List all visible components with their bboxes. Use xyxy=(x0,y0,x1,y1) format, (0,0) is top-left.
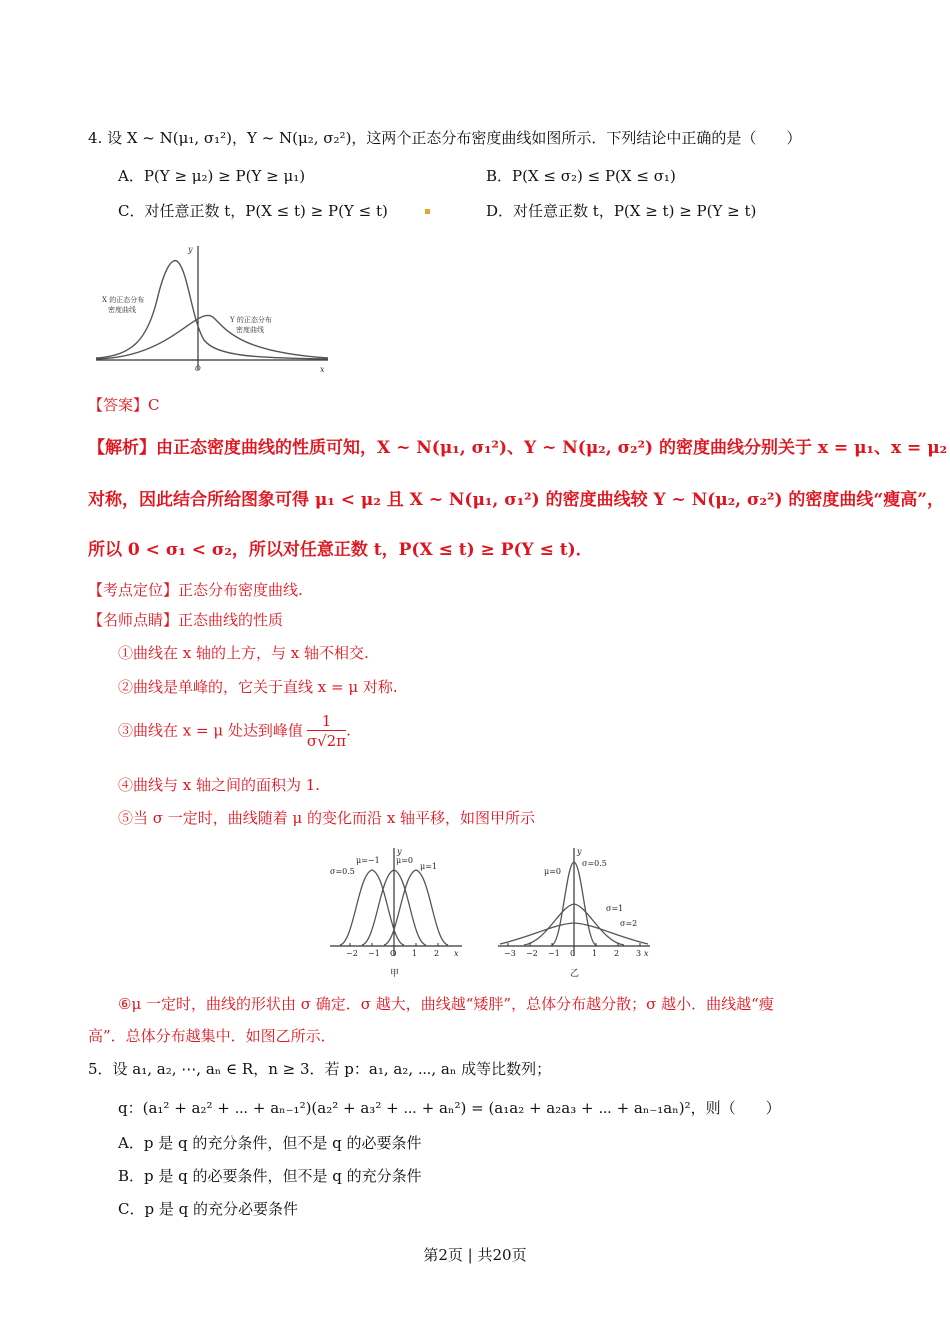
axis-y-label: y xyxy=(188,245,193,254)
yi-sigma-05-label: σ=0.5 xyxy=(582,859,607,868)
fraction-denominator: σ√2π xyxy=(306,732,347,750)
yi-y-label: y xyxy=(577,847,582,856)
fraction-numerator: 1 xyxy=(307,712,346,731)
tick-label: −1 xyxy=(368,949,380,958)
yi-x-label: x xyxy=(644,949,649,958)
tick-label: 1 xyxy=(412,949,418,958)
figure-jia xyxy=(326,844,466,982)
jia-caption: 甲 xyxy=(390,969,400,979)
tick-label: −2 xyxy=(346,949,358,958)
figure-yi xyxy=(494,844,654,982)
page-footer: 第2页 | 共20页 xyxy=(423,1246,527,1264)
answer: 【答案】C xyxy=(88,396,160,414)
tick-label: −2 xyxy=(526,949,538,958)
mingshi: 【名师点睛】正态曲线的性质 xyxy=(88,611,284,629)
y-curve-label-2: 密度曲线 xyxy=(236,326,264,334)
tick-label: O xyxy=(390,949,397,958)
x-curve-label-1: X 的正态分布 xyxy=(102,296,145,304)
q4-option-d: D．对任意正数 t，P(X ≥ t) ≥ P(Y ≥ t) xyxy=(486,202,757,220)
property-6-line-2: 高”．总体分布越集中．如图乙所示． xyxy=(88,1027,336,1045)
analysis-line-2: 对称，因此结合所给图象可得 μ₁ < μ₂ 且 X ~ N(μ₁, σ₁²) 的密度曲线较 Y ~ N(μ₂, σ₂²) 的密度曲线“瘦高”， xyxy=(88,490,944,510)
q5-stem: 5．设 a₁, a₂, ⋯, aₙ ∈ R，n ≥ 3．若 p：a₁, a₂, ⋯, aₙ 成等比数列； xyxy=(88,1060,552,1078)
origin-label: O xyxy=(195,365,201,373)
tick-label: 1 xyxy=(592,949,598,958)
property-6-line-1: ⑥μ 一定时，曲线的形状由 σ 确定．σ 越大，曲线越“矮胖”，总体分布越分散；σ 越小．曲线越“瘦 xyxy=(118,995,774,1013)
peak-fraction xyxy=(307,712,346,751)
jia-mu-0-label: μ=0 xyxy=(396,856,413,865)
property-4: ④曲线与 x 轴之间的面积为 1. xyxy=(118,776,321,794)
property-1: ①曲线在 x 轴的上方，与 x 轴不相交. xyxy=(118,644,369,662)
tick-label: 0 xyxy=(570,949,576,958)
yi-sigma-1-label: σ=1 xyxy=(606,904,624,913)
property-2: ②曲线是单峰的，它关于直线 x = μ 对称. xyxy=(118,678,398,696)
yi-mu-label: μ=0 xyxy=(544,867,561,876)
q4-option-c: C．对任意正数 t，P(X ≤ t) ≥ P(Y ≤ t) xyxy=(118,202,388,220)
q5-condition-q: q：(a₁² + a₂² + ⋯ + aₙ₋₁²)(a₂² + a₃² + ⋯ + aₙ²) = (a₁a₂ + a₂a₃ + ⋯ + aₙ₋₁aₙ)²，则（ ） xyxy=(118,1099,781,1117)
jia-y-label: y xyxy=(397,847,402,856)
y-curve-label-1: Y 的正态分布 xyxy=(230,316,272,324)
q5-option-a: A．p 是 q 的充分条件，但不是 q 的必要条件 xyxy=(118,1134,422,1152)
q5-option-b: B．p 是 q 的必要条件，但不是 q 的充分条件 xyxy=(118,1167,422,1185)
jia-mu-1-label: μ=1 xyxy=(420,862,437,871)
q4-option-b: B．P(X ≤ σ₂) ≤ P(X ≤ σ₁) xyxy=(486,167,676,185)
property-3-end: . xyxy=(346,721,351,740)
kaodian: 【考点定位】正态分布密度曲线. xyxy=(88,581,303,599)
tick-label: 2 xyxy=(434,949,440,958)
q5-option-c: C．p 是 q 的充分必要条件 xyxy=(118,1200,298,1218)
analysis-line-1: 【解析】由正态密度曲线的性质可知，X ~ N(μ₁, σ₁²)、Y ~ N(μ₂, σ₂²) 的密度曲线分别关于 x = μ₁、x = μ₂ xyxy=(88,438,948,458)
q4-normal-curves-figure xyxy=(92,240,332,375)
tick-label: −3 xyxy=(504,949,516,958)
jia-mu-neg1-label: μ=−1 xyxy=(356,856,380,865)
yi-sigma-2-label: σ=2 xyxy=(620,919,638,928)
tick-label: 3 xyxy=(636,949,642,958)
x-curve-label-2: 密度曲线 xyxy=(108,306,136,314)
axis-x-label: x xyxy=(320,365,325,374)
property-3-text: ③曲线在 x = μ 处达到峰值 xyxy=(118,721,303,740)
jia-x-label: x xyxy=(454,949,459,958)
decorative-dot xyxy=(425,209,430,214)
tick-label: 2 xyxy=(614,949,620,958)
tick-label: −1 xyxy=(548,949,560,958)
yi-caption: 乙 xyxy=(570,969,580,979)
jia-sigma-label: σ=0.5 xyxy=(330,867,355,876)
property-5: ⑤当 σ 一定时，曲线随着 μ 的变化而沿 x 轴平移，如图甲所示 xyxy=(118,809,536,827)
q4-option-a: A．P(Y ≥ μ₂) ≥ P(Y ≥ μ₁) xyxy=(118,167,306,185)
analysis-line-3: 所以 0 < σ₁ < σ₂，所以对任意正数 t，P(X ≤ t) ≥ P(Y ≤ t)． xyxy=(88,540,593,560)
q4-stem: 4. 设 X ~ N(μ₁, σ₁²)，Y ~ N(μ₂, σ₂²)，这两个正态分布密度曲线如图所示．下列结论中正确的是（ ） xyxy=(88,129,802,147)
property-3 xyxy=(118,712,351,751)
